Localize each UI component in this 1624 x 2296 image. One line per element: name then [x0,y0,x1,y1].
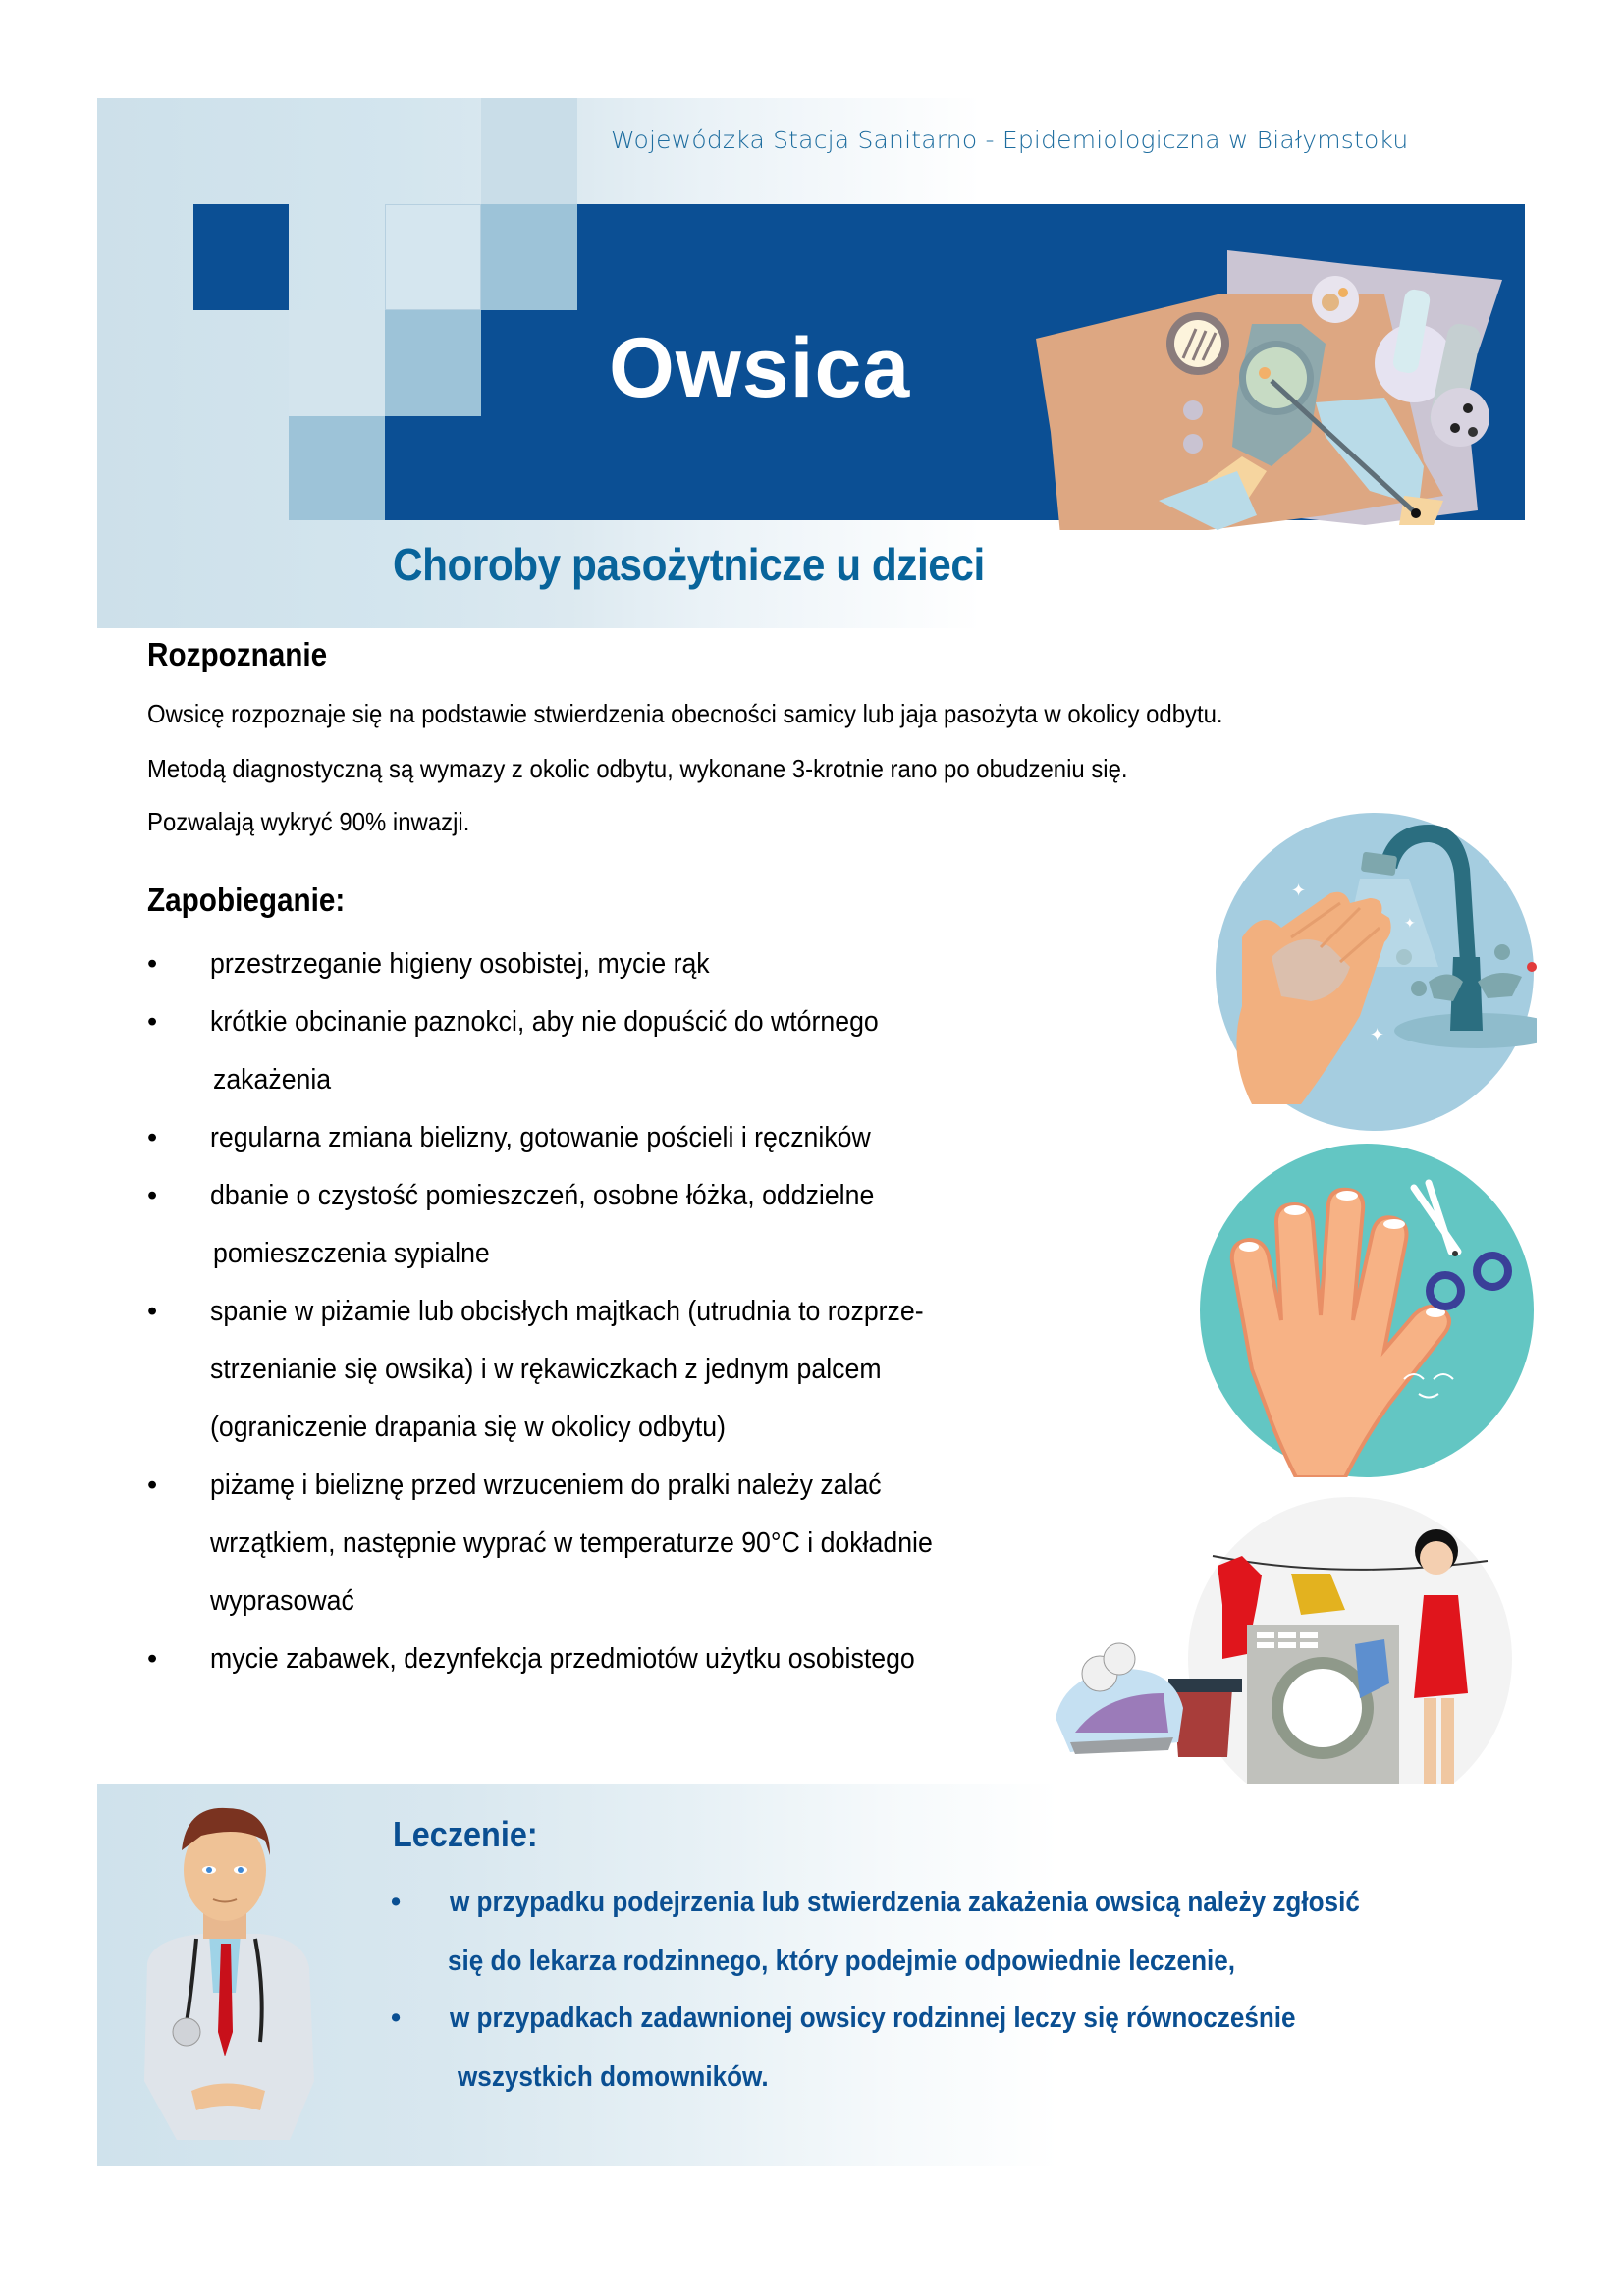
list-item-text: mycie zabawek, dezynfekcja przedmiotów użytku osobistego [210,1643,915,1675]
mosaic-square [481,98,577,204]
bullet-icon: • [147,1006,158,1038]
list-item-continuation: wyprasować [210,1585,354,1617]
list-item-continuation: wrzątkiem, następnie wyprać w temperaturze 90°C i dokładnie [210,1527,933,1559]
svg-text:✦: ✦ [1404,915,1416,931]
list-item-continuation: (ograniczenie drapania się w okolicy odbytu) [210,1412,726,1443]
list-item-text: krótkie obcinanie paznokci, aby nie dopuścić do wtórnego [210,1006,879,1038]
bullet-icon: • [147,1643,158,1675]
diagnosis-heading: Rozpoznanie [147,636,328,672]
laboratory-illustration [1031,236,1522,530]
bullet-icon: • [391,2002,402,2034]
laundry-basket-icon [1173,1688,1232,1757]
list-item-continuation: wszystkich domowników. [458,2061,769,2093]
list-item-text: regularna zmiana bielizny, gotowanie pościeli i ręczników [210,1122,871,1153]
list-item [391,2002,401,2035]
list-item-text: w przypadkach zadawnionej owsicy rodzinnej leczy się równocześnie [450,2002,1296,2034]
diagnosis-text: Owsicę rozpoznaje się na podstawie stwierdzenia obecności samicy lub jaja pasożyta w okolicy odbytu. [147,699,1223,728]
bullet-icon: • [391,1887,402,1918]
petri-dish-icon [1431,388,1489,447]
list-item-text: dbanie o czystość pomieszczeń, osobne łóżka, oddzielne [210,1180,875,1211]
prevention-heading: Zapobieganie: [147,881,346,918]
organization-name: Wojewódzka Stacja Sanitarno - Epidemiologiczna w Białymstoku [611,126,1409,154]
mosaic-square [385,310,481,416]
list-item-text: piżamę i bieliznę przed wrzuceniem do pralki należy zalać [210,1469,882,1501]
list-item-continuation: pomieszczenia sypialne [213,1238,490,1269]
nail-cutting-illustration [1198,1144,1537,1477]
mosaic-square [385,204,481,310]
list-item [391,1887,401,1919]
treatment-heading: Leczenie: [393,1814,538,1854]
hand-washing-illustration [1213,810,1537,1134]
svg-text:✦: ✦ [1291,881,1307,900]
mosaic-square [289,416,385,520]
list-item-continuation: zakażenia [213,1064,332,1095]
laundry-illustration [1046,1497,1546,1831]
page-subtitle: Choroby pasożytnicze u dzieci [393,539,985,590]
list-item-continuation: się do lekarza rodzinnego, który podejmie odpowiednie leczenie, [448,1946,1236,1977]
svg-text:✦: ✦ [1370,1025,1385,1044]
mosaic-square [289,310,385,416]
bullet-icon: • [147,1122,158,1153]
diagnosis-text: Metodą diagnostyczną są wymazy z okolic odbytu, wykonane 3-krotnie rano po obudzeniu się. [147,754,1128,783]
bullet-icon: • [147,1469,158,1501]
list-item-text: w przypadku podejrzenia lub stwierdzenia zakażenia owsicą należy zgłosić [450,1887,1360,1918]
list-item-text: przestrzeganie higieny osobistej, mycie rąk [210,948,710,980]
doctor-illustration [123,1796,329,2150]
mosaic-square [481,204,577,310]
diagnosis-text: Pozwalają wykryć 90% inwazji. [147,807,470,836]
list-item-text: spanie w piżamie lub obcisłych majtkach (utrudnia to rozprze- [210,1296,924,1327]
bullet-icon: • [147,948,158,980]
mosaic-square [193,204,289,310]
bullet-icon: • [147,1296,158,1327]
bullet-icon: • [147,1180,158,1211]
list-item-continuation: strzenianie się owsika) i w rękawiczkach z jednym palcem [210,1354,882,1385]
page-title: Owsica [609,321,911,415]
